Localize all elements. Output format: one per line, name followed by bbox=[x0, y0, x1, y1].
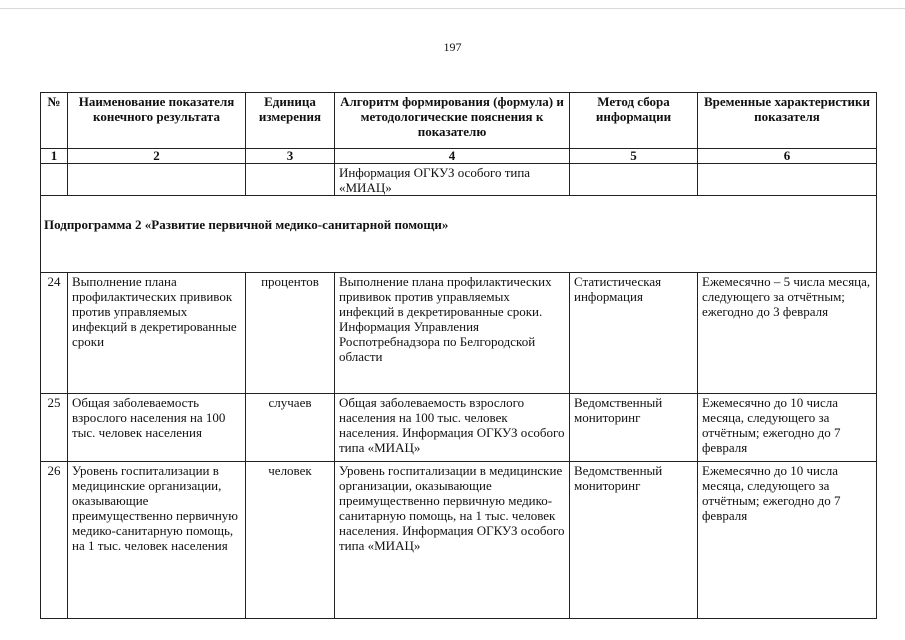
unit: человек bbox=[246, 462, 335, 619]
continued-name-cell bbox=[68, 164, 246, 196]
column-number-row bbox=[41, 149, 877, 164]
collection-method: Статистическая информация bbox=[570, 273, 698, 394]
table-row bbox=[41, 273, 877, 394]
table-row bbox=[41, 462, 877, 619]
column-number: 4 bbox=[335, 149, 570, 164]
header-algorithm: Алгоритм формирования (формула) и методологические пояснения к показателю bbox=[335, 93, 570, 149]
continued-method-cell bbox=[570, 164, 698, 196]
algorithm: Уровень госпитализации в медицинские организации, оказывающие преимущественно первичную медико-санитарную помощь, на 1 тыс. человек населения. Информация ОГКУЗ особого типа «МИАЦ» bbox=[335, 462, 570, 619]
column-number: 5 bbox=[570, 149, 698, 164]
timing: Ежемесячно до 10 числа месяца, следующего за отчётным; ежегодно до 7 февраля bbox=[698, 394, 877, 462]
algorithm: Выполнение плана профилактических прививок против управляемых инфекций в декретированные сроки. Информация Управления Роспотребнадзора по Белгородской области bbox=[335, 273, 570, 394]
indicators-table bbox=[40, 92, 877, 619]
column-number: 1 bbox=[41, 149, 68, 164]
unit: случаев bbox=[246, 394, 335, 462]
row-number: 25 bbox=[41, 394, 68, 462]
algorithm: Общая заболеваемость взрослого населения на 100 тыс. человек населения. Информация ОГКУЗ особого типа «МИАЦ» bbox=[335, 394, 570, 462]
header-indicator-name: Наименование показателя конечного результата bbox=[68, 93, 246, 149]
collection-method: Ведомственный мониторинг bbox=[570, 394, 698, 462]
header-number: № bbox=[41, 93, 68, 149]
section-row bbox=[41, 196, 877, 273]
unit: процентов bbox=[246, 273, 335, 394]
scan-top-edge bbox=[0, 0, 905, 9]
row-number: 26 bbox=[41, 462, 68, 619]
timing: Ежемесячно – 5 числа месяца, следующего за отчётным; ежегодно до 3 февраля bbox=[698, 273, 877, 394]
page-number: 197 bbox=[443, 40, 462, 54]
collection-method: Ведомственный мониторинг bbox=[570, 462, 698, 619]
section-title: Подпрограмма 2 «Развитие первичной медико-санитарной помощи» bbox=[41, 196, 877, 273]
header-unit: Единица измерения bbox=[246, 93, 335, 149]
continued-row bbox=[41, 164, 877, 196]
header-row bbox=[41, 93, 877, 149]
continued-num-cell bbox=[41, 164, 68, 196]
timing: Ежемесячно до 10 числа месяца, следующего за отчётным; ежегодно до 7 февраля bbox=[698, 462, 877, 619]
column-number: 6 bbox=[698, 149, 877, 164]
continued-unit-cell bbox=[246, 164, 335, 196]
header-timing: Временные характеристики показателя bbox=[698, 93, 877, 149]
indicator-name: Общая заболеваемость взрослого населения на 100 тыс. человек населения bbox=[68, 394, 246, 462]
continued-timing-cell bbox=[698, 164, 877, 196]
column-number: 2 bbox=[68, 149, 246, 164]
row-number: 24 bbox=[41, 273, 68, 394]
indicator-name: Уровень госпитализации в медицинские организации, оказывающие преимущественно первичную медико-санитарную помощь, на 1 тыс. человек населения bbox=[68, 462, 246, 619]
indicator-name: Выполнение плана профилактических прививок против управляемых инфекций в декретированные сроки bbox=[68, 273, 246, 394]
column-number: 3 bbox=[246, 149, 335, 164]
continued-algorithm-cell: Информация ОГКУЗ особого типа «МИАЦ» bbox=[335, 164, 570, 196]
header-collection-method: Метод сбора информации bbox=[570, 93, 698, 149]
table-row bbox=[41, 394, 877, 462]
